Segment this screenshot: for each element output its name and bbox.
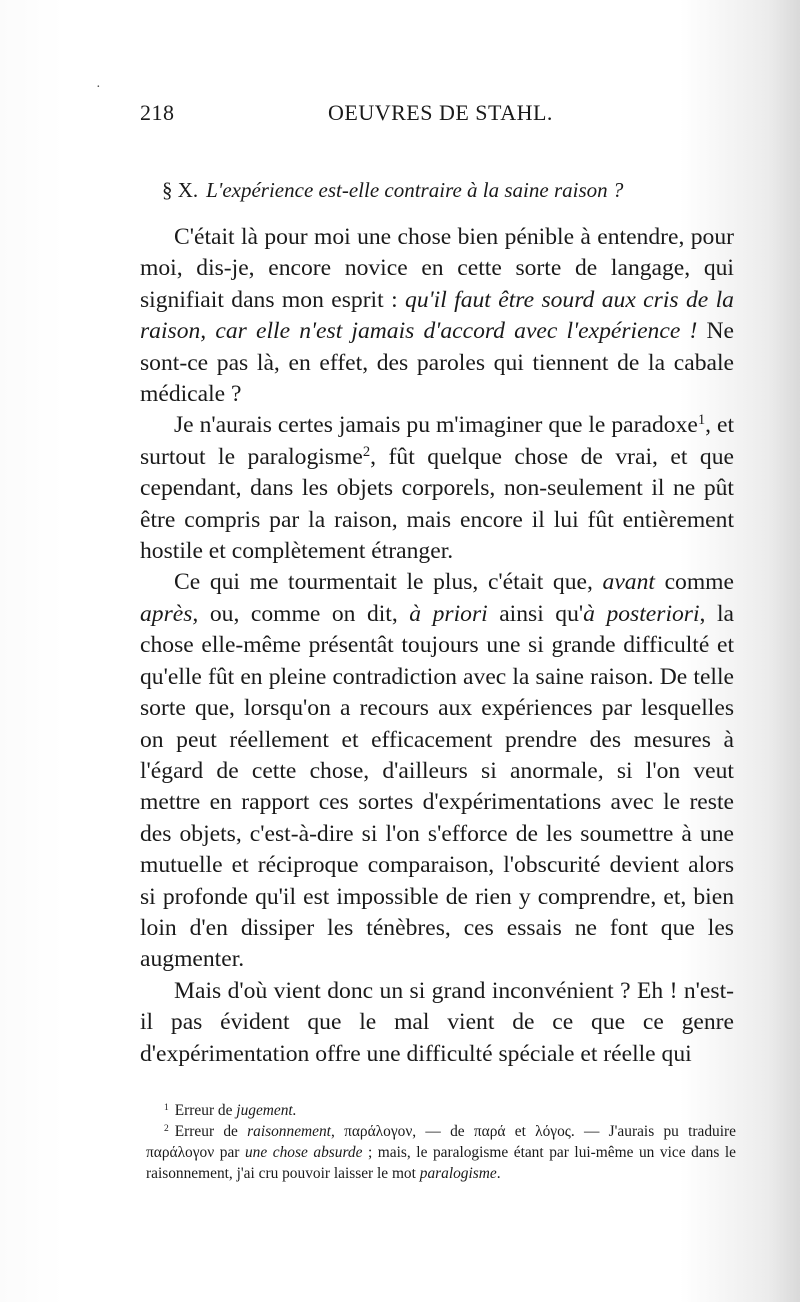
footnote-2-text-e: ; mais, le paralogisme étant par lui-même un vice dans le raisonnement, j'ai cru pouvoir laisser le mot	[146, 1144, 736, 1182]
paragraph-3-text-g: ainsi qu'	[487, 600, 584, 627]
footnote-2-italic-d: une chose absurde	[244, 1144, 363, 1161]
footnote-2-italic-f: paralogisme	[419, 1165, 497, 1182]
paragraph-2-text-b: , et surtout le paralogisme	[140, 412, 734, 470]
paragraph-2-text-a: Je n'aurais certes jamais pu m'imaginer que le paradoxe	[174, 412, 698, 439]
footnote-2-italic-b: raisonnement	[247, 1123, 331, 1140]
footnote-1-italic: jugement.	[236, 1102, 297, 1119]
footnote-1	[146, 1100, 736, 1121]
section-number: § X.	[162, 178, 199, 202]
paragraph-1-italic-quote: qu'il faut être sourd aux cris de la raison, car elle n'est jamais d'accord avec l'expérience !	[140, 286, 734, 345]
paragraph-2	[140, 410, 734, 567]
paragraph-3-italic-avant: avant	[602, 569, 655, 596]
footnote-2-text-c: , παράλογον, — de παρά et λόγος. — J'aurais pu traduire παράλογον par	[146, 1123, 736, 1161]
paragraph-4-text: Mais d'où vient donc un si grand inconvénient ? Eh ! n'est-il pas évident que le mal vient de ce que ce genre d'expérimentation offre une difficulté spéciale et réelle qui	[140, 977, 734, 1067]
paragraph-3-text-a: Ce qui me tourmentait le plus, c'était que,	[174, 569, 603, 596]
footnote-ref-2: 2	[362, 443, 371, 460]
paragraph-1-text-c: Ne sont-ce pas là, en effet, des paroles qui tiennent de la cabale médicale ?	[140, 318, 734, 408]
footnote-2-text-a: Erreur de	[174, 1123, 248, 1140]
section-title: L'expérience est-elle contraire à la saine raison ?	[206, 178, 624, 202]
paragraph-4	[140, 976, 734, 1070]
footnote-ref-1: 1	[697, 412, 706, 429]
running-title: OEUVRES DE STAHL.	[328, 100, 553, 125]
paragraph-2-text-c: , fût quelque chose de vrai, et que cependant, dans les objets corporels, non-seulement il ne pût être compris par la raison, mais encore il lui fût entièrement hostile et complètement étranger.	[140, 443, 734, 565]
footnote-1-mark: 1	[164, 1101, 169, 1113]
footnote-2	[146, 1121, 736, 1184]
footnote-1-text-a: Erreur de	[174, 1102, 237, 1119]
footnote-2-mark: 2	[164, 1122, 169, 1134]
paragraph-1-text-a: C'était là pour moi une chose bien pénible à entendre, pour moi, dis-je, encore novice en cette sorte de langage, qui signifiait dans mon esprit :	[140, 224, 734, 313]
page-number: 218	[140, 100, 175, 125]
paragraph-3-italic-a-priori: à priori	[409, 600, 488, 627]
paragraph-3	[140, 567, 734, 975]
stray-ink-mark: ·	[96, 80, 101, 95]
paragraph-3-italic-apres: après,	[140, 600, 199, 627]
running-header	[140, 100, 740, 130]
paragraph-3-text-i: , la chose elle-même présentât toujours une si grande difficulté et qu'elle fût en pleine contradiction avec la saine raison. De telle sorte que, lorsqu'on a recours aux expériences par lesquelles on peut réellement et efficacement prendre des mesures à l'égard de cette chose, d'ailleurs si anormale, si l'on veut mettre en rapport ces sortes d'expérimentations avec le reste des objets, c'est-à-dire si l'on s'efforce de les soumettre à une mutuelle et réciproque comparaison, l'obscurité devient alors si profonde qu'il est impossible de rien y comprendre, et, bien loin d'en dissiper les ténèbres, ces essais ne font que les augmenter.	[140, 600, 734, 973]
section-heading	[162, 178, 722, 203]
paragraph-3-text-e: ou, comme on dit,	[198, 600, 410, 627]
paragraph-3-text-c: comme	[654, 569, 735, 596]
paragraph-1	[140, 222, 734, 410]
body-text	[140, 222, 734, 1070]
paragraph-3-italic-a-posteriori: à posteriori	[583, 600, 700, 627]
footnotes	[146, 1100, 736, 1184]
footnote-2-text-g: .	[496, 1165, 501, 1182]
